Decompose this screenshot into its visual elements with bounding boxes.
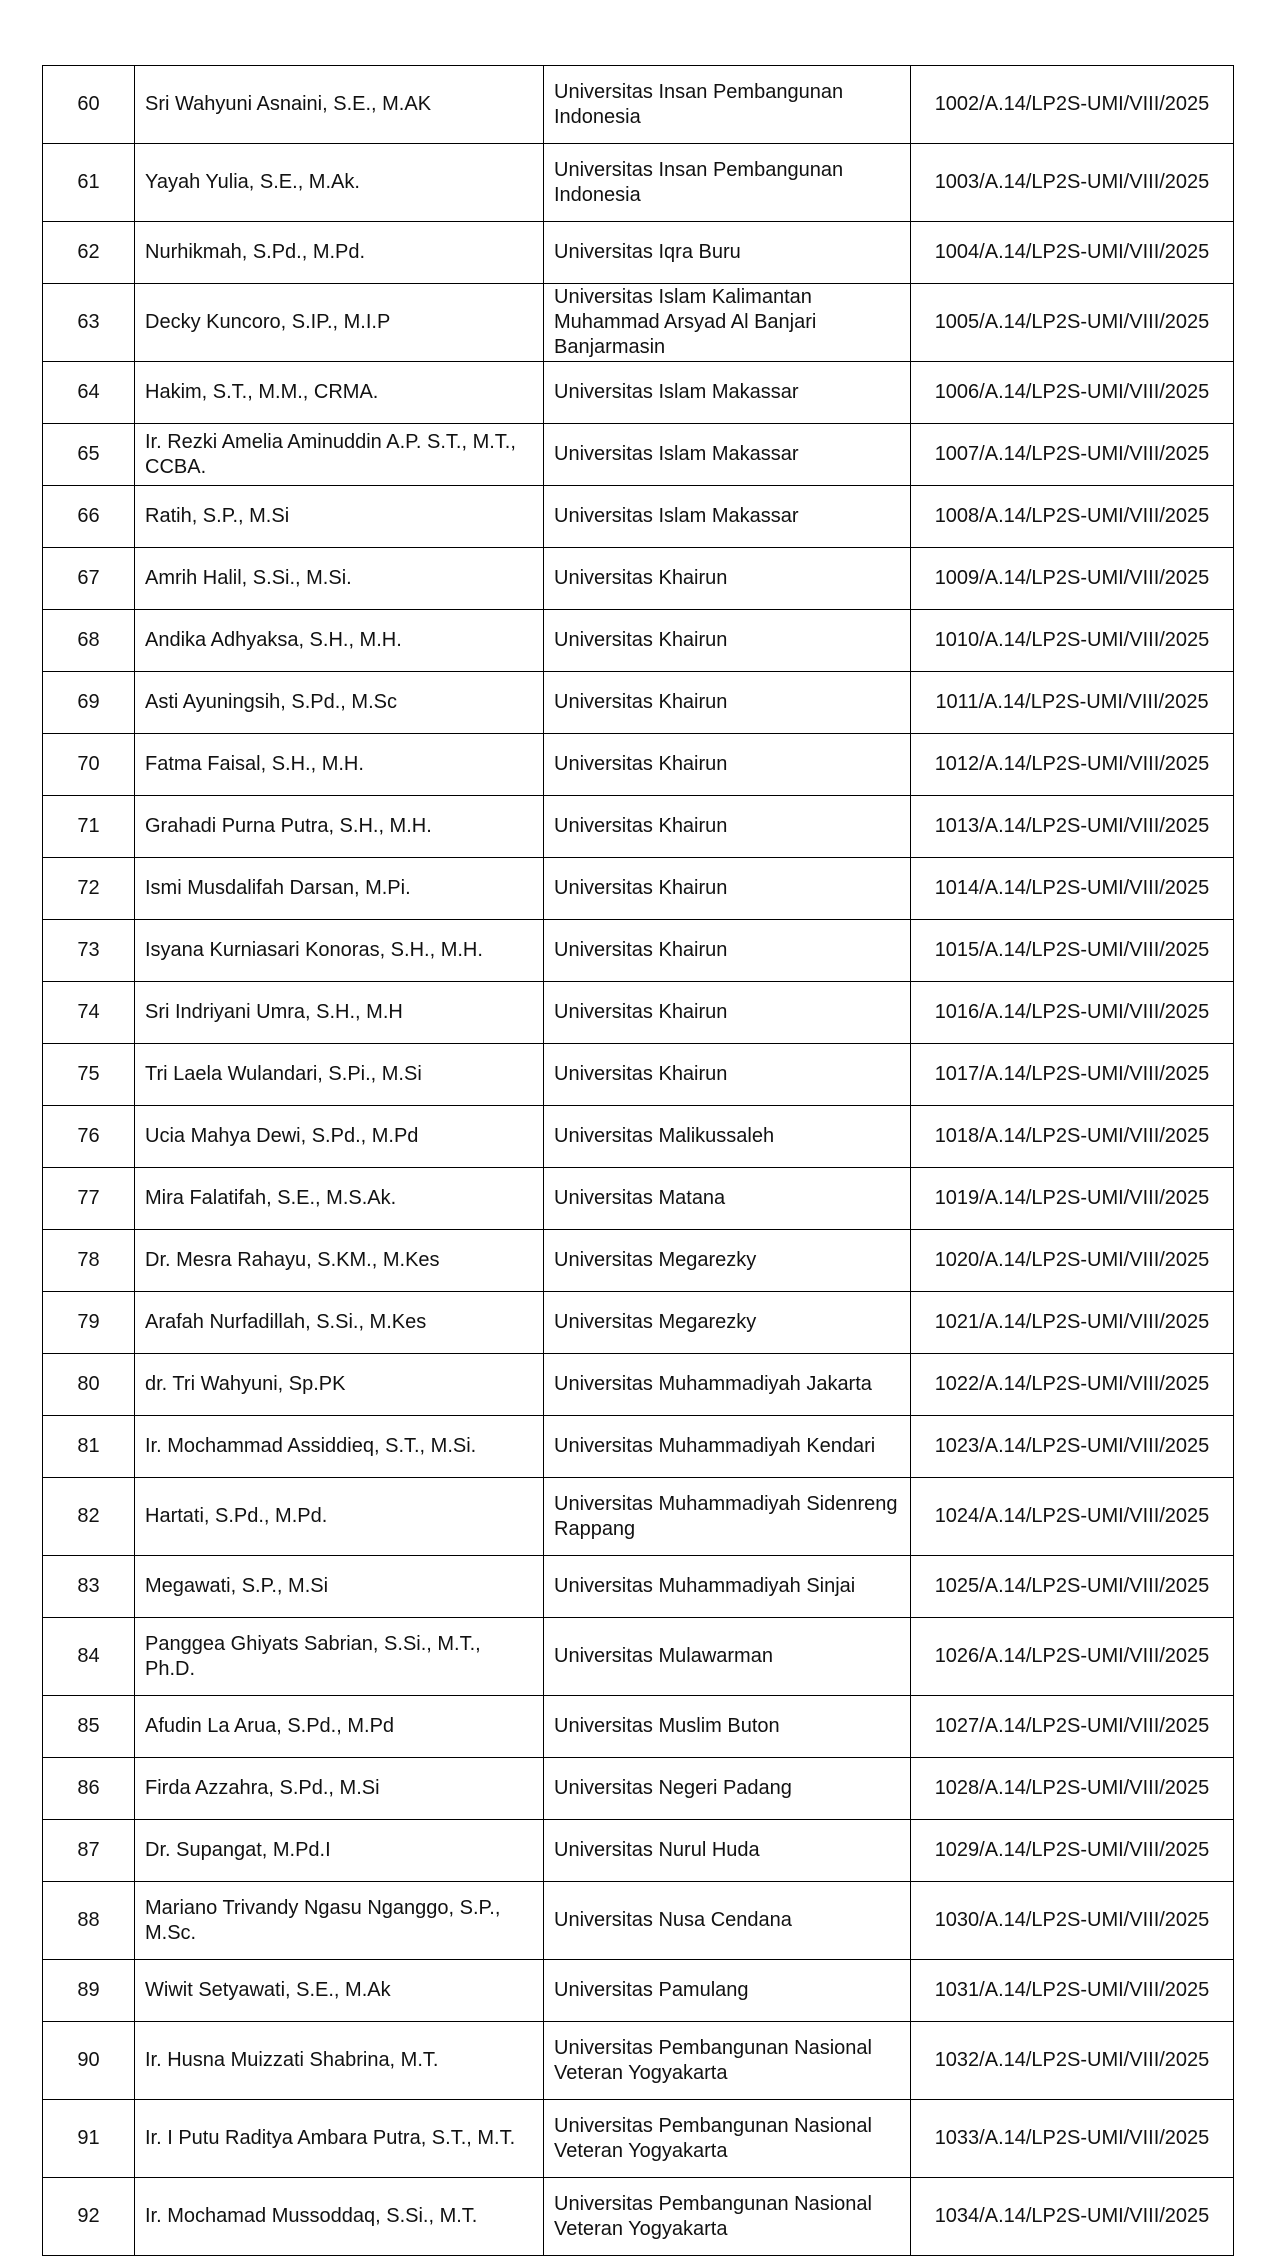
row-number-cell: 81 bbox=[43, 1416, 135, 1478]
participant-name-cell: Dr. Supangat, M.Pd.I bbox=[135, 1820, 544, 1882]
participant-name-cell: Firda Azzahra, S.Pd., M.Si bbox=[135, 1758, 544, 1820]
participant-name-cell: Ir. I Putu Raditya Ambara Putra, S.T., M.T. bbox=[135, 2100, 544, 2178]
table-row bbox=[43, 858, 1234, 920]
letter-number-cell: 1025/A.14/LP2S-UMI/VIII/2025 bbox=[911, 1556, 1234, 1618]
participant-name-cell: Wiwit Setyawati, S.E., M.Ak bbox=[135, 1960, 544, 2022]
letter-number-cell: 1018/A.14/LP2S-UMI/VIII/2025 bbox=[911, 1106, 1234, 1168]
row-number-cell: 91 bbox=[43, 2100, 135, 2178]
institution-cell: Universitas Insan Pembangunan Indonesia bbox=[544, 144, 911, 222]
institution-cell: Universitas Pembangunan Nasional Veteran Yogyakarta bbox=[544, 2178, 911, 2256]
institution-cell: Universitas Matana bbox=[544, 1168, 911, 1230]
institution-cell: Universitas Negeri Padang bbox=[544, 1758, 911, 1820]
table-row bbox=[43, 1820, 1234, 1882]
row-number-cell: 65 bbox=[43, 424, 135, 486]
participant-name-cell: Arafah Nurfadillah, S.Si., M.Kes bbox=[135, 1292, 544, 1354]
table-row bbox=[43, 1556, 1234, 1618]
letter-number-cell: 1029/A.14/LP2S-UMI/VIII/2025 bbox=[911, 1820, 1234, 1882]
participant-name-cell: dr. Tri Wahyuni, Sp.PK bbox=[135, 1354, 544, 1416]
letter-number-cell: 1016/A.14/LP2S-UMI/VIII/2025 bbox=[911, 982, 1234, 1044]
institution-cell: Universitas Khairun bbox=[544, 920, 911, 982]
table-row bbox=[43, 66, 1234, 144]
institution-cell: Universitas Iqra Buru bbox=[544, 222, 911, 284]
table-row bbox=[43, 284, 1234, 362]
participant-name-cell: Fatma Faisal, S.H., M.H. bbox=[135, 734, 544, 796]
institution-cell: Universitas Muslim Buton bbox=[544, 1696, 911, 1758]
row-number-cell: 61 bbox=[43, 144, 135, 222]
table-row bbox=[43, 1416, 1234, 1478]
table-row bbox=[43, 672, 1234, 734]
letter-number-cell: 1004/A.14/LP2S-UMI/VIII/2025 bbox=[911, 222, 1234, 284]
row-number-cell: 85 bbox=[43, 1696, 135, 1758]
row-number-cell: 72 bbox=[43, 858, 135, 920]
row-number-cell: 78 bbox=[43, 1230, 135, 1292]
letter-number-cell: 1006/A.14/LP2S-UMI/VIII/2025 bbox=[911, 362, 1234, 424]
row-number-cell: 76 bbox=[43, 1106, 135, 1168]
table-row bbox=[43, 486, 1234, 548]
letter-number-cell: 1032/A.14/LP2S-UMI/VIII/2025 bbox=[911, 2022, 1234, 2100]
table-row bbox=[43, 1960, 1234, 2022]
table-row bbox=[43, 1106, 1234, 1168]
participant-name-cell: Grahadi Purna Putra, S.H., M.H. bbox=[135, 796, 544, 858]
institution-cell: Universitas Islam Makassar bbox=[544, 362, 911, 424]
letter-number-cell: 1021/A.14/LP2S-UMI/VIII/2025 bbox=[911, 1292, 1234, 1354]
row-number-cell: 80 bbox=[43, 1354, 135, 1416]
letter-number-cell: 1027/A.14/LP2S-UMI/VIII/2025 bbox=[911, 1696, 1234, 1758]
row-number-cell: 71 bbox=[43, 796, 135, 858]
table-row bbox=[43, 982, 1234, 1044]
row-number-cell: 90 bbox=[43, 2022, 135, 2100]
table-row bbox=[43, 2022, 1234, 2100]
participant-name-cell: Sri Indriyani Umra, S.H., M.H bbox=[135, 982, 544, 1044]
participant-name-cell: Decky Kuncoro, S.IP., M.I.P bbox=[135, 284, 544, 362]
participant-name-cell: Ratih, S.P., M.Si bbox=[135, 486, 544, 548]
letter-number-cell: 1020/A.14/LP2S-UMI/VIII/2025 bbox=[911, 1230, 1234, 1292]
participant-name-cell: Tri Laela Wulandari, S.Pi., M.Si bbox=[135, 1044, 544, 1106]
row-number-cell: 73 bbox=[43, 920, 135, 982]
letter-number-cell: 1012/A.14/LP2S-UMI/VIII/2025 bbox=[911, 734, 1234, 796]
row-number-cell: 66 bbox=[43, 486, 135, 548]
institution-cell: Universitas Khairun bbox=[544, 672, 911, 734]
institution-cell: Universitas Malikussaleh bbox=[544, 1106, 911, 1168]
letter-number-cell: 1031/A.14/LP2S-UMI/VIII/2025 bbox=[911, 1960, 1234, 2022]
table-row bbox=[43, 1758, 1234, 1820]
table-row bbox=[43, 1882, 1234, 1960]
participant-name-cell: Asti Ayuningsih, S.Pd., M.Sc bbox=[135, 672, 544, 734]
letter-number-cell: 1023/A.14/LP2S-UMI/VIII/2025 bbox=[911, 1416, 1234, 1478]
row-number-cell: 70 bbox=[43, 734, 135, 796]
table-row bbox=[43, 424, 1234, 486]
participant-name-cell: Mira Falatifah, S.E., M.S.Ak. bbox=[135, 1168, 544, 1230]
participant-name-cell: Ismi Musdalifah Darsan, M.Pi. bbox=[135, 858, 544, 920]
table-row bbox=[43, 734, 1234, 796]
participant-name-cell: Ir. Mochammad Assiddieq, S.T., M.Si. bbox=[135, 1416, 544, 1478]
institution-cell: Universitas Khairun bbox=[544, 982, 911, 1044]
row-number-cell: 69 bbox=[43, 672, 135, 734]
row-number-cell: 87 bbox=[43, 1820, 135, 1882]
participant-name-cell: Ir. Mochamad Mussoddaq, S.Si., M.T. bbox=[135, 2178, 544, 2256]
row-number-cell: 62 bbox=[43, 222, 135, 284]
row-number-cell: 60 bbox=[43, 66, 135, 144]
table-row bbox=[43, 222, 1234, 284]
letter-number-cell: 1002/A.14/LP2S-UMI/VIII/2025 bbox=[911, 66, 1234, 144]
institution-cell: Universitas Megarezky bbox=[544, 1292, 911, 1354]
letter-number-cell: 1009/A.14/LP2S-UMI/VIII/2025 bbox=[911, 548, 1234, 610]
institution-cell: Universitas Khairun bbox=[544, 858, 911, 920]
row-number-cell: 74 bbox=[43, 982, 135, 1044]
institution-cell: Universitas Muhammadiyah Sinjai bbox=[544, 1556, 911, 1618]
table-row bbox=[43, 362, 1234, 424]
table-row bbox=[43, 1478, 1234, 1556]
row-number-cell: 88 bbox=[43, 1882, 135, 1960]
table-row bbox=[43, 1292, 1234, 1354]
row-number-cell: 89 bbox=[43, 1960, 135, 2022]
row-number-cell: 63 bbox=[43, 284, 135, 362]
row-number-cell: 79 bbox=[43, 1292, 135, 1354]
letter-number-cell: 1022/A.14/LP2S-UMI/VIII/2025 bbox=[911, 1354, 1234, 1416]
institution-cell: Universitas Muhammadiyah Sidenreng Rappang bbox=[544, 1478, 911, 1556]
table-row bbox=[43, 1696, 1234, 1758]
letter-number-cell: 1011/A.14/LP2S-UMI/VIII/2025 bbox=[911, 672, 1234, 734]
letter-number-cell: 1030/A.14/LP2S-UMI/VIII/2025 bbox=[911, 1882, 1234, 1960]
table-row bbox=[43, 1168, 1234, 1230]
letter-number-cell: 1019/A.14/LP2S-UMI/VIII/2025 bbox=[911, 1168, 1234, 1230]
institution-cell: Universitas Pamulang bbox=[544, 1960, 911, 2022]
institution-cell: Universitas Islam Makassar bbox=[544, 424, 911, 486]
participant-name-cell: Ir. Husna Muizzati Shabrina, M.T. bbox=[135, 2022, 544, 2100]
participant-name-cell: Andika Adhyaksa, S.H., M.H. bbox=[135, 610, 544, 672]
participant-table-body bbox=[43, 66, 1234, 2256]
institution-cell: Universitas Khairun bbox=[544, 796, 911, 858]
participant-name-cell: Amrih Halil, S.Si., M.Si. bbox=[135, 548, 544, 610]
letter-number-cell: 1008/A.14/LP2S-UMI/VIII/2025 bbox=[911, 486, 1234, 548]
institution-cell: Universitas Khairun bbox=[544, 610, 911, 672]
letter-number-cell: 1028/A.14/LP2S-UMI/VIII/2025 bbox=[911, 1758, 1234, 1820]
row-number-cell: 68 bbox=[43, 610, 135, 672]
table-row bbox=[43, 796, 1234, 858]
table-row bbox=[43, 2100, 1234, 2178]
table-row bbox=[43, 2178, 1234, 2256]
participant-name-cell: Hakim, S.T., M.M., CRMA. bbox=[135, 362, 544, 424]
table-row bbox=[43, 920, 1234, 982]
institution-cell: Universitas Mulawarman bbox=[544, 1618, 911, 1696]
participant-name-cell: Ir. Rezki Amelia Aminuddin A.P. S.T., M.T., CCBA. bbox=[135, 424, 544, 486]
row-number-cell: 67 bbox=[43, 548, 135, 610]
letter-number-cell: 1033/A.14/LP2S-UMI/VIII/2025 bbox=[911, 2100, 1234, 2178]
table-row bbox=[43, 144, 1234, 222]
table-row bbox=[43, 1230, 1234, 1292]
participant-name-cell: Nurhikmah, S.Pd., M.Pd. bbox=[135, 222, 544, 284]
participant-name-cell: Panggea Ghiyats Sabrian, S.Si., M.T., Ph.D. bbox=[135, 1618, 544, 1696]
row-number-cell: 64 bbox=[43, 362, 135, 424]
institution-cell: Universitas Islam Kalimantan Muhammad Arsyad Al Banjari Banjarmasin bbox=[544, 284, 911, 362]
letter-number-cell: 1013/A.14/LP2S-UMI/VIII/2025 bbox=[911, 796, 1234, 858]
participant-name-cell: Mariano Trivandy Ngasu Nganggo, S.P., M.Sc. bbox=[135, 1882, 544, 1960]
row-number-cell: 75 bbox=[43, 1044, 135, 1106]
participant-name-cell: Afudin La Arua, S.Pd., M.Pd bbox=[135, 1696, 544, 1758]
institution-cell: Universitas Muhammadiyah Kendari bbox=[544, 1416, 911, 1478]
row-number-cell: 86 bbox=[43, 1758, 135, 1820]
institution-cell: Universitas Khairun bbox=[544, 1044, 911, 1106]
institution-cell: Universitas Khairun bbox=[544, 734, 911, 796]
letter-number-cell: 1024/A.14/LP2S-UMI/VIII/2025 bbox=[911, 1478, 1234, 1556]
participant-table bbox=[42, 65, 1234, 2256]
institution-cell: Universitas Nurul Huda bbox=[544, 1820, 911, 1882]
participant-name-cell: Megawati, S.P., M.Si bbox=[135, 1556, 544, 1618]
participant-name-cell: Sri Wahyuni Asnaini, S.E., M.AK bbox=[135, 66, 544, 144]
letter-number-cell: 1034/A.14/LP2S-UMI/VIII/2025 bbox=[911, 2178, 1234, 2256]
table-row bbox=[43, 548, 1234, 610]
row-number-cell: 92 bbox=[43, 2178, 135, 2256]
letter-number-cell: 1014/A.14/LP2S-UMI/VIII/2025 bbox=[911, 858, 1234, 920]
letter-number-cell: 1005/A.14/LP2S-UMI/VIII/2025 bbox=[911, 284, 1234, 362]
institution-cell: Universitas Islam Makassar bbox=[544, 486, 911, 548]
letter-number-cell: 1026/A.14/LP2S-UMI/VIII/2025 bbox=[911, 1618, 1234, 1696]
participant-name-cell: Dr. Mesra Rahayu, S.KM., M.Kes bbox=[135, 1230, 544, 1292]
institution-cell: Universitas Pembangunan Nasional Veteran Yogyakarta bbox=[544, 2022, 911, 2100]
institution-cell: Universitas Muhammadiyah Jakarta bbox=[544, 1354, 911, 1416]
participant-name-cell: Isyana Kurniasari Konoras, S.H., M.H. bbox=[135, 920, 544, 982]
row-number-cell: 82 bbox=[43, 1478, 135, 1556]
institution-cell: Universitas Pembangunan Nasional Veteran Yogyakarta bbox=[544, 2100, 911, 2178]
table-row bbox=[43, 1618, 1234, 1696]
participant-name-cell: Yayah Yulia, S.E., M.Ak. bbox=[135, 144, 544, 222]
letter-number-cell: 1007/A.14/LP2S-UMI/VIII/2025 bbox=[911, 424, 1234, 486]
institution-cell: Universitas Insan Pembangunan Indonesia bbox=[544, 66, 911, 144]
letter-number-cell: 1017/A.14/LP2S-UMI/VIII/2025 bbox=[911, 1044, 1234, 1106]
participant-name-cell: Ucia Mahya Dewi, S.Pd., M.Pd bbox=[135, 1106, 544, 1168]
letter-number-cell: 1015/A.14/LP2S-UMI/VIII/2025 bbox=[911, 920, 1234, 982]
institution-cell: Universitas Khairun bbox=[544, 548, 911, 610]
row-number-cell: 84 bbox=[43, 1618, 135, 1696]
institution-cell: Universitas Nusa Cendana bbox=[544, 1882, 911, 1960]
table-row bbox=[43, 1354, 1234, 1416]
institution-cell: Universitas Megarezky bbox=[544, 1230, 911, 1292]
row-number-cell: 77 bbox=[43, 1168, 135, 1230]
letter-number-cell: 1003/A.14/LP2S-UMI/VIII/2025 bbox=[911, 144, 1234, 222]
row-number-cell: 83 bbox=[43, 1556, 135, 1618]
table-row bbox=[43, 1044, 1234, 1106]
letter-number-cell: 1010/A.14/LP2S-UMI/VIII/2025 bbox=[911, 610, 1234, 672]
participant-name-cell: Hartati, S.Pd., M.Pd. bbox=[135, 1478, 544, 1556]
table-row bbox=[43, 610, 1234, 672]
